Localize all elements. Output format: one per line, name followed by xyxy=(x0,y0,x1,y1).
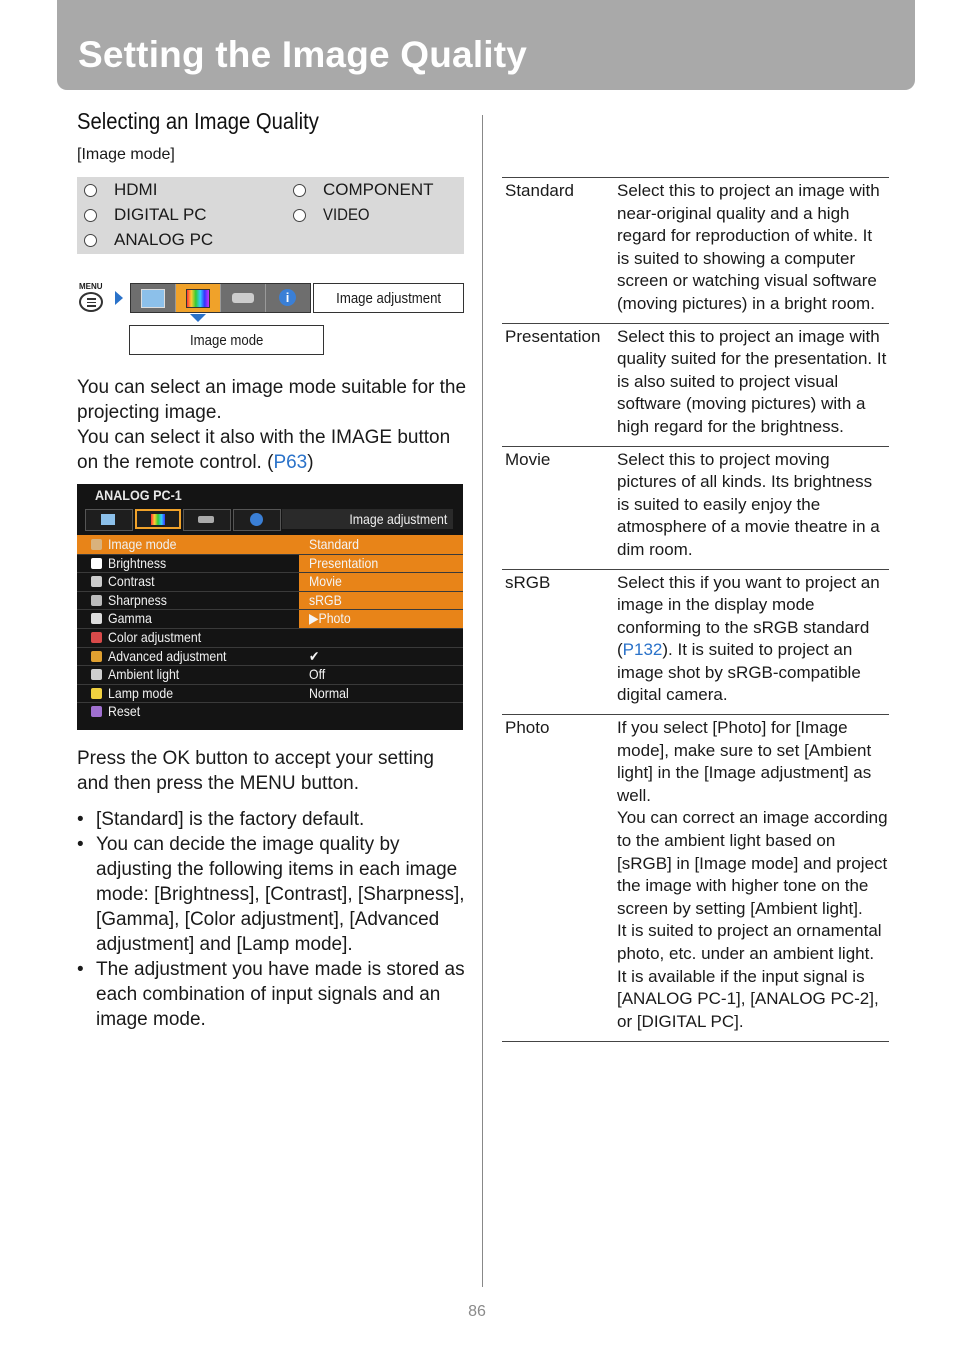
table-row: Movie Select this to project moving pictures of all kinds. Its brightness is suited to easily enjoy the atmosphere of a movie theatre in a dim room. xyxy=(502,446,889,569)
image-adjustment-label: Image adjustment xyxy=(313,283,464,313)
osd-row-value: Presentation xyxy=(299,554,463,573)
osd-color-icon xyxy=(135,509,181,529)
osd-row-value: Off xyxy=(309,666,326,683)
osd-row xyxy=(77,628,463,647)
osd-row-label: Advanced adjustment xyxy=(108,647,227,664)
input-video: VIDEO xyxy=(293,205,376,225)
osd-row-divider xyxy=(77,665,463,666)
osd-row-divider xyxy=(77,647,463,648)
list-item: • The adjustment you have made is stored as each combination of input signals and an image mode. xyxy=(77,957,469,1032)
menu-navigation xyxy=(77,283,467,313)
osd-row-label: Image mode xyxy=(108,536,177,552)
tab-image-adjustment-icon xyxy=(176,284,221,312)
osd-row-value: ▶Photo xyxy=(299,609,463,628)
tab-projector-icon xyxy=(221,284,266,312)
osd-row xyxy=(77,591,463,610)
image-mode-table xyxy=(502,177,889,1042)
input-analog-pc: ANALOG PC xyxy=(84,230,213,250)
osd-row-divider xyxy=(77,591,463,592)
table-row: Standard Select this to project an image with near-original quality and a high regard for reproduction of white. It is suited to showing a computer screen or watching visual software (moving pictures) in a bright room. xyxy=(502,177,889,323)
osd-row-icon xyxy=(91,539,102,550)
radio-circle-icon xyxy=(293,184,306,197)
osd-row-divider xyxy=(77,684,463,685)
section-subtitle: [Image mode] xyxy=(77,146,175,163)
osd-row-icon xyxy=(91,632,102,643)
osd-row xyxy=(77,535,463,554)
menu-button-icon: MENU xyxy=(77,283,107,313)
osd-row-value xyxy=(299,628,463,647)
osd-row-icon xyxy=(91,558,102,569)
osd-row-icon xyxy=(91,706,102,717)
page-number: 86 xyxy=(468,1303,486,1320)
section-title: Selecting an Image Quality xyxy=(77,108,319,134)
tab-info-icon: i xyxy=(266,284,310,312)
osd-row-label: Reset xyxy=(108,703,141,720)
osd-info-icon xyxy=(233,509,281,531)
osd-tab-label: Image adjustment xyxy=(282,509,453,529)
osd-row-divider xyxy=(77,609,463,610)
table-row: Presentation Select this to project an image with quality suited for the presentation. It is also suited to project visual software (moving pictures) with a high regard for the brightness. xyxy=(502,323,889,446)
osd-menu-screenshot xyxy=(77,484,463,730)
page-title: Setting the Image Quality xyxy=(78,34,528,75)
input-digital-pc: DIGITAL PC xyxy=(84,205,207,225)
radio-circle-icon xyxy=(293,209,306,222)
notes-list xyxy=(77,807,469,1032)
osd-row-label: Gamma xyxy=(108,610,152,627)
input-hdmi: HDMI xyxy=(84,180,157,200)
column-divider xyxy=(482,115,483,1287)
table-row: Photo If you select [Photo] for [Image mode], make sure to set [Ambient light] in the [Image adjustment] as well. You can correct an image according to the ambient light based on [sRGB] in [Image mode] and project the image with higher tone on the screen by setting [Ambient light]. It is suited to project an ornamental photo, etc. under an ambient light. It is available if the input signal is [ANALOG PC-1], [ANALOG PC-2], or [DIGITAL PC]. xyxy=(502,714,889,1042)
page-link-p132[interactable]: P132 xyxy=(622,640,663,660)
osd-row-icon xyxy=(91,651,102,662)
list-item: • [Standard] is the factory default. xyxy=(77,807,469,832)
input-component: COMPONENT xyxy=(293,180,434,200)
radio-circle-icon xyxy=(84,234,97,247)
page-link-p63[interactable]: P63 xyxy=(273,452,308,473)
osd-row xyxy=(77,572,463,591)
osd-row-icon xyxy=(91,613,102,624)
confirm-text: Press the OK button to accept your setting and then press the MENU button. xyxy=(77,748,434,794)
radio-circle-icon xyxy=(84,209,97,222)
osd-row-divider xyxy=(77,554,463,555)
osd-row-icon xyxy=(91,688,102,699)
osd-row-label: Sharpness xyxy=(108,591,167,608)
osd-row-value xyxy=(299,702,463,721)
title-banner xyxy=(57,0,915,90)
input-signal-box xyxy=(77,177,464,254)
osd-row-icon xyxy=(91,576,102,587)
intro-text: You can select an image mode suitable for the projecting image. You can select it also with the IMAGE button on the remote control. (P63) xyxy=(77,377,467,473)
osd-row xyxy=(77,702,463,721)
tab-screen-icon xyxy=(131,284,176,312)
osd-row xyxy=(77,665,463,684)
osd-row-value: sRGB xyxy=(299,591,463,610)
table-row: sRGB Select this if you want to project an image in the display mode conforming to the sRGB standard (P132). It is suited to project an image shot by sRGB-compatible digital camera. xyxy=(502,569,889,715)
arrow-right-icon xyxy=(115,291,123,305)
osd-row-label: Contrast xyxy=(108,573,155,590)
osd-row-value: ✔ xyxy=(309,647,320,664)
osd-tabs xyxy=(85,509,283,531)
radio-circle-icon xyxy=(84,184,97,197)
osd-projector-icon xyxy=(183,509,231,531)
osd-row-value: Movie xyxy=(299,572,463,591)
osd-row-divider xyxy=(77,572,463,573)
osd-screen-icon xyxy=(85,509,133,531)
arrow-down-icon xyxy=(190,314,206,322)
osd-row-divider xyxy=(77,702,463,703)
osd-row-label: Brightness xyxy=(108,554,167,571)
osd-row-label: Ambient light xyxy=(108,666,180,683)
osd-row xyxy=(77,554,463,573)
osd-row-value: Normal xyxy=(309,684,349,701)
osd-row-label: Lamp mode xyxy=(108,684,174,701)
osd-row-divider xyxy=(77,628,463,629)
osd-row-label: Color adjustment xyxy=(108,629,202,645)
osd-row xyxy=(77,684,463,703)
osd-title: ANALOG PC-1 xyxy=(95,487,182,503)
osd-row-value: Standard xyxy=(299,535,463,554)
image-mode-label: Image mode xyxy=(129,325,324,355)
list-item: • You can decide the image quality by adjusting the following items in each image mode: [Brightness], [Contrast], [Sharpness], [Gamma], [Color adjustment], [Advanced adjustment] and [Lamp mode]. xyxy=(77,832,469,957)
osd-row-icon xyxy=(91,669,102,680)
osd-row xyxy=(77,609,463,628)
osd-row-icon xyxy=(91,595,102,606)
osd-row xyxy=(77,647,463,666)
menu-tabs xyxy=(130,283,311,313)
